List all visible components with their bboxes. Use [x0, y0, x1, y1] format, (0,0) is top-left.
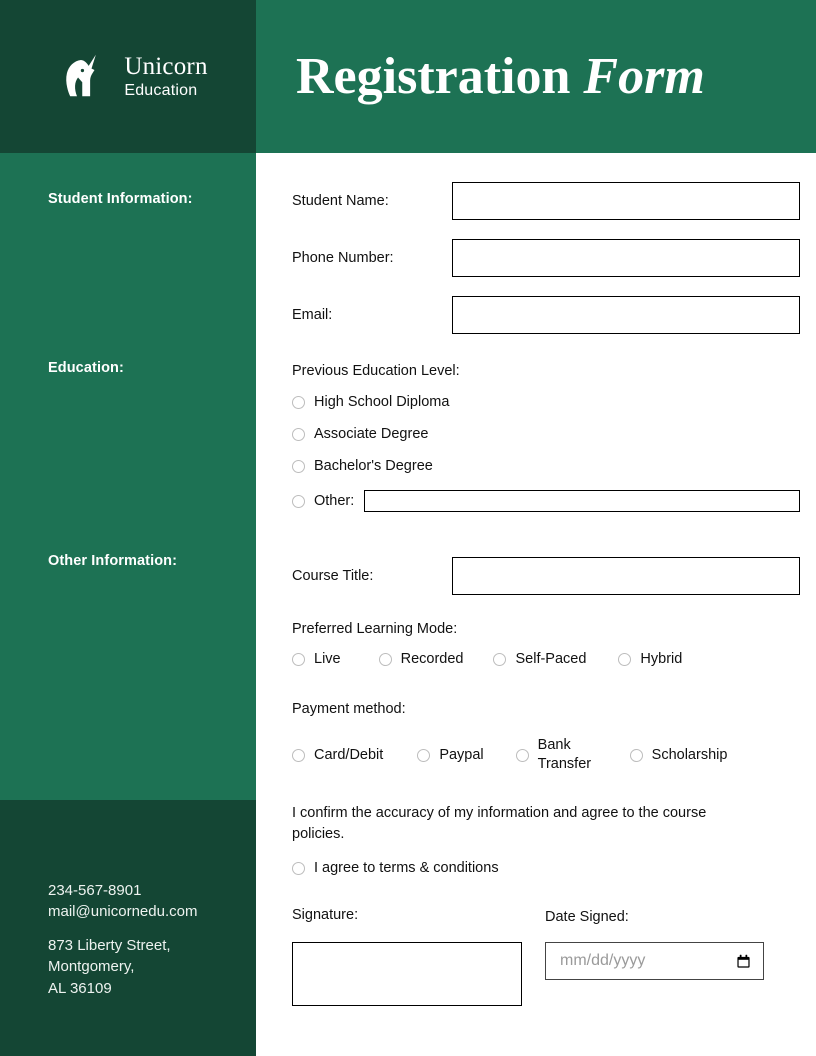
phone-number-input[interactable]	[452, 239, 800, 277]
field-course-title	[292, 557, 800, 595]
brand-logo	[56, 49, 207, 105]
field-student-name	[292, 182, 800, 220]
radio-bachelors-degree[interactable]	[292, 458, 433, 474]
learning-mode-title: Preferred Learning Mode:	[292, 621, 458, 637]
radio-label: I agree to terms & conditions	[314, 860, 499, 876]
radio-circle-icon[interactable]	[292, 862, 305, 875]
course-title-input[interactable]	[452, 557, 800, 595]
brand-tagline: Education	[124, 82, 198, 99]
email-label: Email:	[292, 307, 333, 323]
radio-circle-icon[interactable]	[292, 396, 305, 409]
radio-mode-self-paced[interactable]	[493, 651, 586, 667]
contact-phone: 234-567-8901	[48, 882, 142, 899]
radio-payment-paypal[interactable]	[417, 747, 483, 763]
unicorn-head-icon	[56, 49, 112, 105]
student-name-input[interactable]	[452, 182, 800, 220]
sidebar	[0, 153, 256, 800]
contact-info	[48, 880, 197, 923]
radio-mode-hybrid[interactable]	[618, 651, 682, 667]
field-phone-number	[292, 239, 800, 277]
radio-label: Associate Degree	[314, 426, 429, 442]
page-title-main: Registration	[296, 48, 571, 105]
radio-label: Paypal	[439, 747, 484, 764]
sidebar-section-other-information: Other Information:	[48, 553, 178, 569]
address-info	[48, 935, 171, 999]
learning-mode-options	[292, 651, 800, 667]
radio-label: Bachelor's Degree	[314, 458, 433, 474]
date-signed-label: Date Signed:	[545, 909, 629, 925]
radio-label: Other:	[314, 493, 355, 509]
radio-circle-icon[interactable]	[292, 653, 305, 666]
brand-name: Unicorn	[124, 53, 208, 80]
radio-high-school-diploma[interactable]	[292, 394, 449, 410]
radio-circle-icon[interactable]	[379, 653, 392, 666]
radio-label: Card/Debit	[314, 747, 384, 764]
radio-label: Scholarship	[651, 747, 728, 764]
radio-circle-icon[interactable]	[618, 653, 631, 666]
sidebar-section-student-information: Student Information:	[48, 191, 193, 207]
payment-method-options	[292, 736, 800, 774]
date-placeholder: mm/dd/yyyy	[560, 952, 646, 969]
email-input[interactable]	[452, 296, 800, 334]
radio-label: Self-Paced	[515, 651, 587, 667]
confirmation-statement: I confirm the accuracy of my information and agree to the course policies.	[292, 805, 707, 842]
radio-label: Bank Transfer	[537, 737, 592, 773]
phone-number-label: Phone Number:	[292, 250, 394, 266]
radio-education-other[interactable]	[292, 490, 800, 512]
radio-agree-terms[interactable]	[292, 860, 499, 876]
contact-email: mail@unicornedu.com	[48, 903, 198, 921]
page-title-accent: Form	[583, 48, 705, 105]
brand-text	[124, 54, 207, 99]
sidebar-footer	[0, 800, 256, 1056]
sidebar-section-education: Education:	[48, 360, 124, 376]
radio-payment-bank-transfer[interactable]	[516, 736, 602, 774]
radio-label: High School Diploma	[314, 394, 450, 410]
radio-circle-icon[interactable]	[292, 749, 305, 762]
course-title-label: Course Title:	[292, 568, 374, 584]
signature-label: Signature:	[292, 907, 359, 923]
radio-label: Hybrid	[640, 651, 683, 667]
radio-payment-scholarship[interactable]	[630, 747, 728, 763]
radio-circle-icon[interactable]	[630, 749, 643, 762]
radio-label: Live	[314, 651, 341, 667]
education-level-title: Previous Education Level:	[292, 363, 460, 379]
radio-associate-degree[interactable]	[292, 426, 428, 442]
page-title	[296, 47, 705, 106]
field-email	[292, 296, 800, 334]
radio-mode-recorded[interactable]	[379, 651, 464, 667]
form-body	[256, 153, 816, 1056]
signature-input[interactable]	[292, 942, 522, 1006]
radio-circle-icon[interactable]	[292, 460, 305, 473]
payment-method-title: Payment method:	[292, 701, 406, 717]
page-header	[0, 0, 816, 153]
radio-circle-icon[interactable]	[493, 653, 506, 666]
logo-pane	[0, 0, 256, 153]
radio-label: Recorded	[400, 651, 464, 667]
address-line-2: Montgomery,	[48, 958, 135, 976]
title-pane	[256, 0, 816, 153]
radio-payment-card-debit[interactable]	[292, 747, 383, 763]
education-other-input[interactable]	[364, 490, 800, 512]
calendar-icon[interactable]	[736, 954, 751, 969]
student-name-label: Student Name:	[292, 193, 389, 209]
date-signed-input[interactable]	[545, 942, 764, 980]
radio-circle-icon[interactable]	[417, 749, 430, 762]
radio-circle-icon[interactable]	[292, 495, 305, 508]
address-line-1: 873 Liberty Street,	[48, 937, 171, 954]
radio-circle-icon[interactable]	[292, 428, 305, 441]
radio-circle-icon[interactable]	[516, 749, 529, 762]
address-line-3: AL 36109	[48, 979, 112, 997]
radio-mode-live[interactable]	[292, 651, 341, 667]
